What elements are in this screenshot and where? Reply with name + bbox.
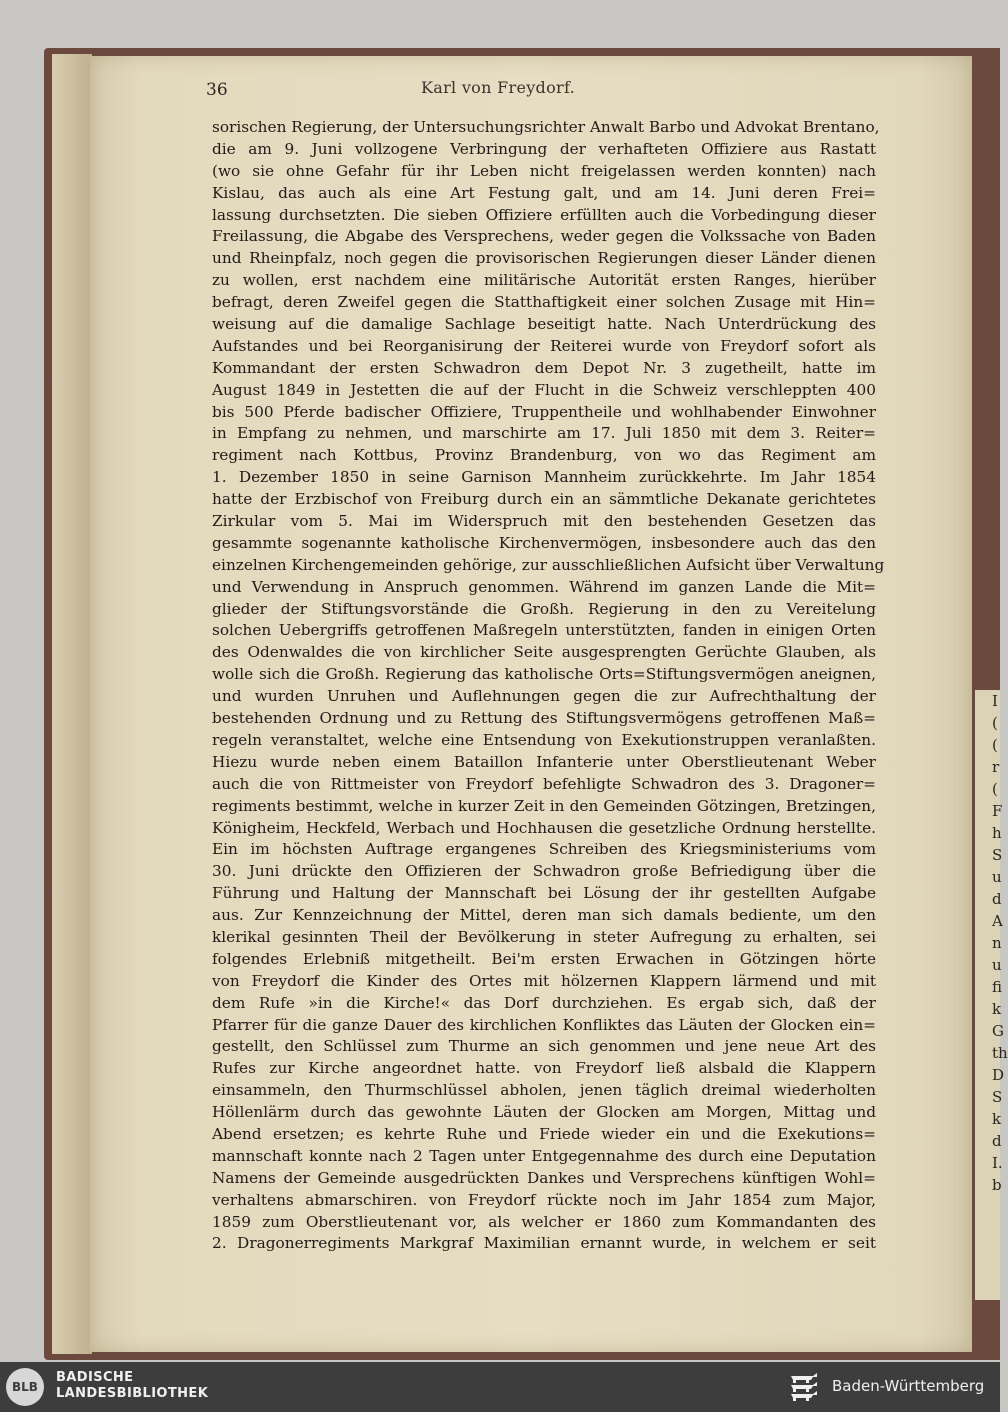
facing-page-line: I.	[992, 1154, 1003, 1172]
facing-page-line: th	[992, 1044, 1008, 1062]
facing-page-line: S	[992, 846, 1003, 864]
text-line: und Rheinpfalz, noch gegen die provisorischen Regierungen dieser Länder dienen	[212, 249, 876, 268]
text-line: Führung und Haltung der Mannschaft bei Lösung der ihr gestellten Aufgabe	[212, 884, 876, 903]
text-line: Zirkular vom 5. Mai im Widerspruch mit den bestehenden Gesetzen das	[212, 512, 876, 531]
text-line: und Verwendung in Anspruch genommen. Während im ganzen Lande die Mit=	[212, 577, 876, 596]
facing-page-line: (	[992, 736, 998, 754]
text-line: lassung durchsetzten. Die sieben Offiziere erfüllten auch die Vorbedingung dieser	[212, 205, 876, 224]
text-line: aus. Zur Kennzeichnung der Mittel, deren man sich damals bediente, um den	[212, 906, 876, 925]
text-line: Namens der Gemeinde ausgedrückten Dankes und Versprechens künftigen Wohl=	[212, 1168, 876, 1187]
text-line: regiment nach Kottbus, Provinz Brandenburg, von wo das Regiment am	[212, 446, 876, 465]
library-name-line1: BADISCHE	[56, 1370, 134, 1385]
facing-page-line: n	[992, 934, 1002, 952]
text-line: 2. Dragonerregiments Markgraf Maximilian ernannt wurde, in welchem er seit	[212, 1234, 876, 1253]
text-line: regiments bestimmt, welche in kurzer Zeit in den Gemeinden Götzingen, Bretzingen,	[212, 796, 876, 815]
facing-page-line: (	[992, 714, 998, 732]
text-line: Königheim, Heckfeld, Werbach und Hochhausen die gesetzliche Ordnung herstellte.	[212, 818, 876, 837]
facing-page-line: A	[992, 912, 1003, 930]
text-line: folgendes Erlebniß mitgetheilt. Bei'm ersten Erwachen in Götzingen hörte	[212, 949, 876, 968]
facing-page-line: I	[992, 692, 998, 710]
text-line: Ein im höchsten Auftrage ergangenes Schreiben des Kriegsministeriums vom	[212, 840, 876, 859]
text-line: Aufstandes und bei Reorganisirung der Reiterei wurde von Freydorf sofort als	[212, 336, 876, 355]
text-line: Höllenlärm durch das gewohnte Läuten der Glocken am Morgen, Mittag und	[212, 1103, 876, 1122]
text-line: wolle sich die Großh. Regierung das katholische Orts=Stiftungsvermögen aneignen,	[212, 665, 876, 684]
facing-page-line: d	[992, 890, 1002, 908]
text-line: zu wollen, erst nachdem eine militärische Autorität ersten Ranges, hierüber	[212, 271, 876, 290]
blb-logo[interactable]: BLB	[6, 1368, 44, 1406]
text-line: Pfarrer für die ganze Dauer des kirchlichen Konfliktes das Läuten der Glocken ein=	[212, 1015, 876, 1034]
facing-page-line: u	[992, 956, 1002, 974]
running-title: Karl von Freydorf.	[420, 78, 576, 97]
text-line: bestehenden Ordnung und zu Rettung des Stiftungsvermögens getroffenen Maß=	[212, 709, 876, 728]
text-line: des Odenwaldes die von kirchlicher Seite ausgesprengten Gerüchte Glauben, als	[212, 643, 876, 662]
text-line: August 1849 in Jestetten die auf der Flucht in die Schweiz verschleppten 400	[212, 380, 876, 399]
facing-page-line: b	[992, 1176, 1002, 1194]
facing-page-line: F	[992, 802, 1003, 820]
facing-page-line: D	[992, 1066, 1005, 1084]
text-line: Kislau, das auch als eine Art Festung galt, und am 14. Juni deren Frei=	[212, 183, 876, 202]
state-label[interactable]: Baden-Württemberg	[832, 1377, 985, 1395]
text-line: dem Rufe »in die Kirche!« das Dorf durchziehen. Es ergab sich, daß der	[212, 993, 876, 1012]
baden-wuerttemberg-lions-icon	[788, 1371, 822, 1403]
facing-page-line: G	[992, 1022, 1004, 1040]
text-line: in Empfang zu nehmen, und marschirte am 17. Juli 1850 mit dem 3. Reiter=	[212, 424, 876, 443]
text-line: weisung auf die damalige Sachlage beseitigt hatte. Nach Unterdrückung des	[212, 315, 876, 334]
text-line: befragt, deren Zweifel gegen die Statthaftigkeit einer solchen Zusage mit Hin=	[212, 293, 876, 312]
text-line: einzelnen Kirchengemeinden gehörige, zur ausschließlichen Aufsicht über Verwaltung	[212, 555, 885, 574]
library-name-line2: LANDESBIBLIOTHEK	[56, 1386, 209, 1401]
text-line: und wurden Unruhen und Auflehnungen gegen die zur Aufrechthaltung der	[212, 687, 876, 706]
viewer-footer	[0, 1362, 1000, 1412]
facing-page-line: S	[992, 1088, 1003, 1106]
text-line: auch die von Rittmeister von Freydorf befehligte Schwadron des 3. Dragoner=	[212, 774, 876, 793]
text-line: bis 500 Pferde badischer Offiziere, Truppentheile und wohlhabender Einwohner	[212, 402, 876, 421]
facing-page-line: r	[992, 758, 1000, 776]
text-line: Rufes zur Kirche angeordnet hatte. von Freydorf ließ alsbald die Klappern	[212, 1059, 876, 1078]
text-line: einsammeln, den Thurmschlüssel abholen, jenen täglich dreimal wiederholten	[212, 1081, 876, 1100]
text-line: gestellt, den Schlüssel zum Thurme an sich genommen und jene neue Art des	[212, 1037, 876, 1056]
text-line: Hiezu wurde neben einem Bataillon Infanterie unter Oberstlieutenant Weber	[212, 752, 876, 771]
text-line: sorischen Regierung, der Untersuchungsrichter Anwalt Barbo und Advokat Brentano,	[212, 118, 880, 136]
text-line: Kommandant der ersten Schwadron dem Depot Nr. 3 zugetheilt, hatte im	[212, 358, 876, 377]
text-line: gesammte sogenannte katholische Kirchenvermögen, insbesondere auch das den	[212, 533, 876, 552]
text-line: 30. Juni drückte den Offizieren der Schwadron große Befriedigung über die	[212, 862, 876, 881]
facing-page-line: (	[992, 780, 998, 798]
body-text	[212, 117, 885, 1255]
text-line: mannschaft konnte nach 2 Tagen unter Entgegennahme des durch eine Deputation	[212, 1146, 876, 1165]
facing-page-line: k	[992, 1000, 1002, 1018]
page-number: 36	[206, 80, 228, 100]
facing-page-line: fi	[992, 978, 1003, 996]
text-line: Abend ersetzen; es kehrte Ruhe und Friede wieder ein und die Exekutions=	[212, 1124, 876, 1143]
text-line: 1859 zum Oberstlieutenant vor, als welcher er 1860 zum Kommandanten des	[212, 1212, 876, 1231]
text-line: (wo sie ohne Gefahr für ihr Leben nicht freigelassen werden konnten) nach	[212, 161, 876, 180]
text-line: regeln veranstaltet, welche eine Entsendung von Exekutionstruppen veranlaßten.	[212, 730, 876, 749]
text-line: die am 9. Juni vollzogene Verbringung der verhafteten Offiziere aus Rastatt	[212, 139, 876, 158]
text-line: verhaltens abmarschiren. von Freydorf rückte noch im Jahr 1854 zum Major,	[212, 1190, 876, 1209]
text-line: glieder der Stiftungsvorstände die Großh. Regierung in den zu Vereitelung	[212, 599, 876, 618]
facing-page-line: h	[992, 824, 1002, 842]
page-header	[118, 76, 878, 100]
facing-page-fragment	[975, 690, 1008, 1300]
text-line: Freilassung, die Abgabe des Versprechens, weder gegen die Volkssache von Baden	[212, 227, 876, 246]
facing-page-line: k	[992, 1110, 1002, 1128]
facing-page-line: d	[992, 1132, 1002, 1150]
facing-page-line: u	[992, 868, 1002, 886]
text-line: solchen Uebergriffs getroffenen Maßregeln unterstützten, fanden in einigen Orten	[212, 621, 876, 640]
text-line: klerikal gesinnten Theil der Bevölkerung in steter Aufregung zu erhalten, sei	[212, 927, 876, 946]
page-edges	[52, 54, 92, 1354]
text-line: 1. Dezember 1850 in seine Garnison Mannheim zurückkehrte. Im Jahr 1854	[212, 468, 876, 487]
text-line: von Freydorf die Kinder des Ortes mit hölzernen Klappern lärmend und mit	[212, 971, 876, 990]
library-name[interactable]	[56, 1370, 208, 1402]
text-line: hatte der Erzbischof von Freiburg durch ein an sämmtliche Dekanate gerichtetes	[212, 490, 876, 509]
